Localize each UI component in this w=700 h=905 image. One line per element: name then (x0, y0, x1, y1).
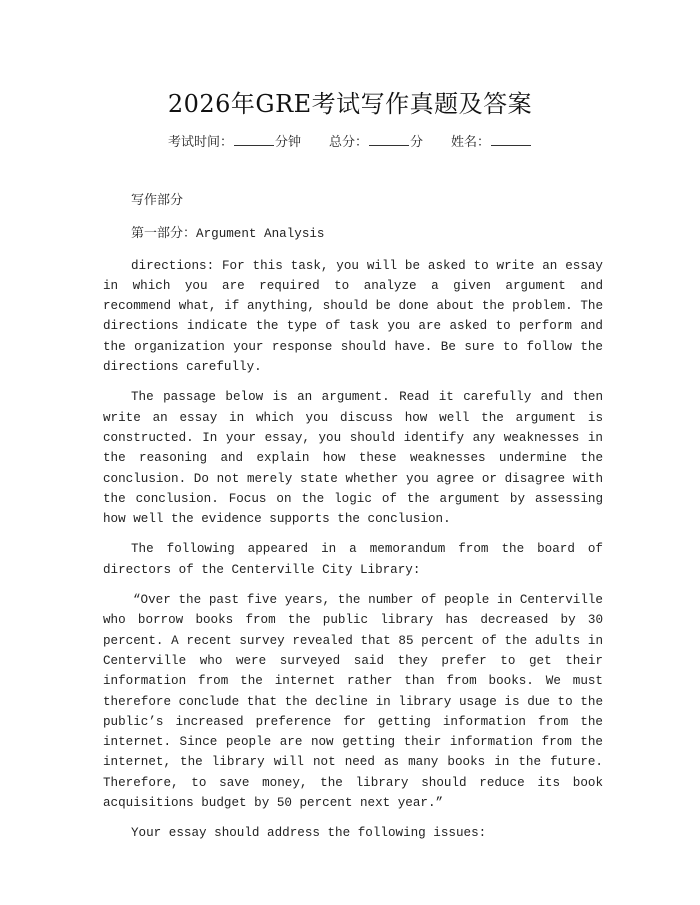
part-heading-title: Argument Analysis (196, 227, 325, 242)
part-heading-prefix: 第一部分： (131, 226, 197, 242)
section-heading: 写作部分 (131, 193, 184, 208)
name-field (451, 131, 532, 150)
total-score-field (329, 131, 423, 150)
exam-info-line (0, 131, 700, 150)
page-title: 2026年GRE考试写作真题及答案 (167, 90, 533, 118)
directions-paragraph: directions: For this task, you will be asked to write an essay in which you are required to analyze a given argument and recommend what, if anything, should be done about the problem. The directions indicate the type of task you are asked to perform and the organization your response should have. Be sure to follow the directions carefully. (103, 258, 603, 375)
name-label: 姓名： (451, 135, 491, 150)
instructions-paragraph: The passage below is an argument. Read it carefully and then write an essay in which you discuss how well the argument is constructed. In your essay, you should identify any weaknesses in the reasoning and explain how these weaknesses undermine the conclusion. Do not merely state whether you agree or disagree with the conclusion. Focus on the logic of the argument by assessing how well the evidence supports the conclusion. (103, 390, 603, 527)
total-score-unit: 分 (410, 135, 424, 150)
total-score-label: 总分： (328, 135, 368, 150)
name-blank (491, 133, 531, 146)
exam-time-blank (234, 133, 274, 146)
document-body (103, 191, 603, 854)
issues-paragraph: Your essay should address the following issues: (131, 826, 487, 841)
exam-time-unit: 分钟 (274, 135, 301, 150)
part-heading (131, 224, 603, 244)
exam-time-label: 考试时间： (167, 135, 233, 150)
source-paragraph: The following appeared in a memorandum from the board of directors of the Centerville City Library: (103, 542, 603, 577)
argument-quote-paragraph: “Over the past five years, the number of people in Centerville who borrow books from the public library has decreased by 30 percent. A recent survey revealed that 85 percent of the adults in Centerville who were surveyed said they prefer to get their information from the internet rather than from books. We must therefore conclude that the decline in library usage is due to the public’s increased preference for getting information from the internet. Since people are now getting their information from the internet, the library will not need as many books in the future. Therefore, to save money, the library should reduce its book acquisitions budget by 50 percent next year.” (103, 593, 603, 811)
exam-time-field (168, 131, 301, 150)
total-score-blank (369, 133, 409, 146)
